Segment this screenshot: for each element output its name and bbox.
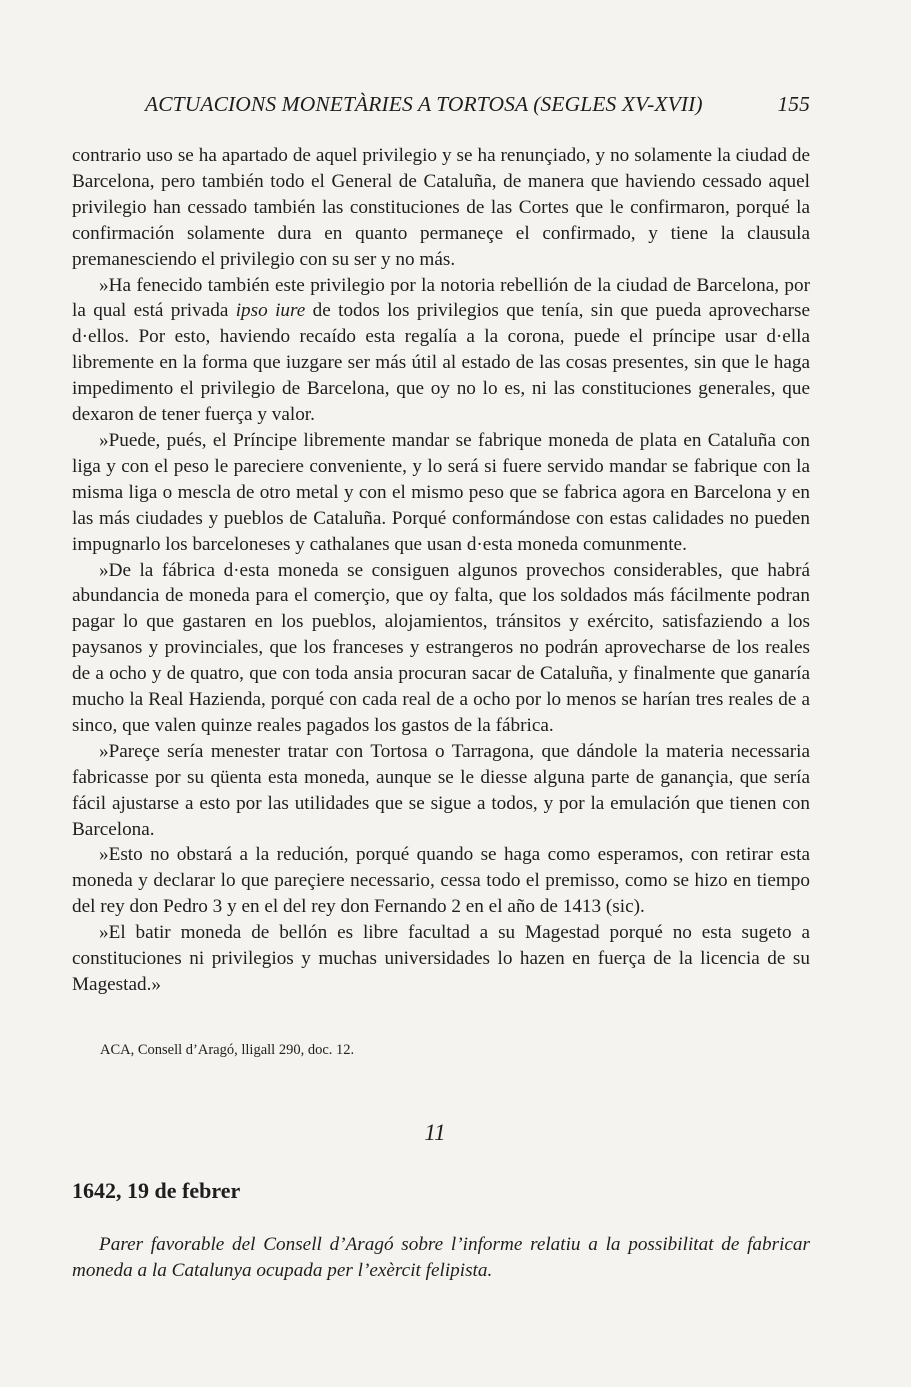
paragraph-2-end: de todos los privilegios que tenía, sin que pueda aprovecharse d·ellos. Por esto, haviendo recaído esta regalía a la corona, puede el príncipe usar d·ella libremente en la forma que iuzgare ser más útil al estado de las cosas presentes, sin que le haga impedimento el privilegio de Barcelona, que oy no lo es, ni las constituciones generales, que dexaron de tener fuerça y valor.: [72, 300, 811, 426]
paragraph-2-start: »Ha fenecido también este privilegio por la notoria rebellión de la ciudad de Barcelona, por la qual está privada: [72, 274, 810, 322]
paragraph-6: »Esto no obstará a la redución, porqué quando se haga como esperamos, con retirar esta moneda y declarar lo que pareçiere necessario, cessa todo el premisso, como se hizo en tiempo del rey don Pedro 3 y en el del rey don Fernando 2 en el año de 1413 (sic).: [72, 844, 810, 918]
paragraph-4: »De la fábrica d·esta moneda se consiguen algunos provechos considerables, que habrá abundancia de moneda para el comerçio, que oy falta, que los soldados más fácilmente podran pagar lo que gastaren en los pueblos, alojamientos, tránsitos y exército, satisfaziendo a los paysanos y provinciales, que los franceses y estrangeros no podrán aprovecharse de los reales de a ocho y de quatro, que con toda ansia procuran sacar de Cataluña, y finalmente que ganaría mucho la Real Hazienda, porqué con cada real de a ocho por lo menos se harían tres reales de a sinco, que valen quinze reales pagados los gastos de la fábrica.: [72, 559, 810, 736]
paragraph-2-latin-phrase: ipso iure: [235, 300, 306, 322]
paragraph-1: contrario uso se ha apartado de aquel privilegio y se ha renunçiado, y no solamente la ciudad de Barcelona, pero también todo el General de Cataluña, de manera que haviendo cessado aquel privilegio han cessado también las constituciones de las Cortes que le confirmaron, porqué la confirmación solamente dura en quanto permaneçe el confirmado, y tiene la clausula premanesciendo el privilegio con su ser y no más.: [72, 145, 810, 270]
page-number: 155: [777, 92, 810, 116]
document-date: 1642, 19 de febrer: [72, 1178, 241, 1203]
paragraph-2: [72, 273, 810, 428]
running-header: [145, 92, 810, 122]
paragraph-7: »El batir moneda de bellón es libre facultad a su Magestad porqué no esta sugeto a constituciones ni privilegios y muchas universidades lo hazen en fuerça de la licencia de su Magestad.»: [72, 922, 810, 995]
paragraph-3: »Puede, pués, el Príncipe libremente mandar se fabrique moneda de plata en Cataluña con liga y con el peso le pareciere conveniente, y lo será si fuere servido mandar se fabrique con la misma liga o mescla de otro metal y con el mismo peso que se fabrica agora en Barcelona y en las más ciudades y pueblos de Cataluña. Porqué conformándose con estas calidades no pueden impugnarlo los barceloneses y cathalanes que usan d·esta moneda comunmente.: [72, 429, 810, 555]
document-number: 11: [424, 1120, 446, 1145]
paragraph-5: »Pareçe sería menester tratar con Tortosa o Tarragona, que dándole la materia necessaria fabricasse por su qüenta esta moneda, aunque se le diesse alguna parte de ganançia, que sería fácil ajustarse a esto por las utilidades que se sigue a todos, y por la emulación que tienen con Barcelona.: [72, 740, 810, 840]
document-abstract: [72, 1232, 810, 1284]
running-title: ACTUACIONS MONETÀRIES A TORTOSA (SEGLES XV-XVII): [145, 92, 703, 116]
main-text: [72, 143, 810, 998]
abstract-text: Parer favorable del Consell d’Aragó sobre l’informe relatiu a la possibilitat de fabricar moneda a la Catalunya ocupada per l’exèrcit felipista.: [72, 1234, 810, 1281]
archival-source-note: ACA, Consell d’Aragó, lligall 290, doc. 12.: [100, 1042, 355, 1058]
